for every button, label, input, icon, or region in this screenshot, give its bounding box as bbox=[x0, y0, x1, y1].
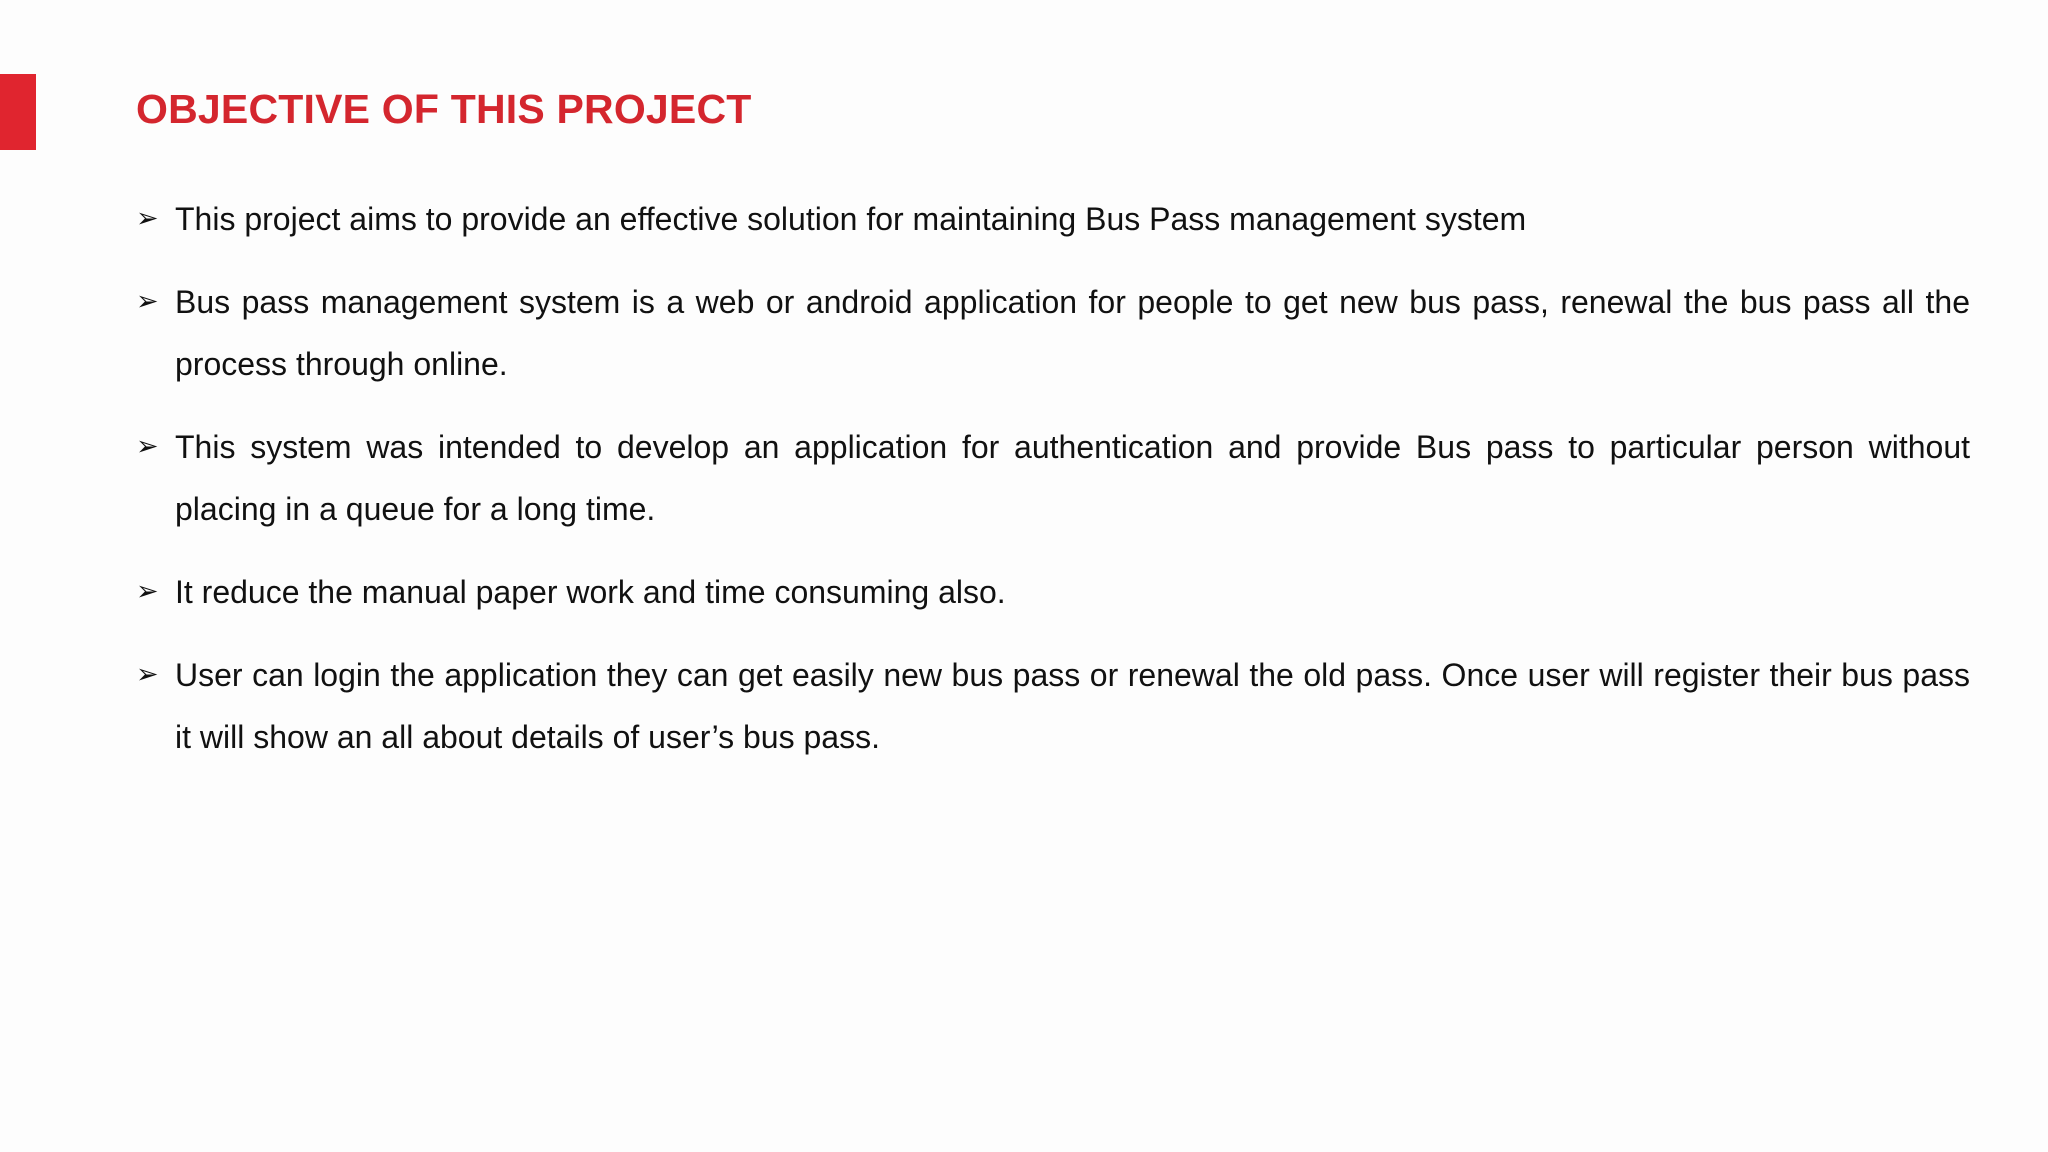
red-accent-bar bbox=[0, 74, 36, 150]
arrowhead-bullet-icon: ➢ bbox=[136, 659, 159, 690]
bullet-text: It reduce the manual paper work and time consuming also. bbox=[175, 574, 1006, 610]
arrowhead-bullet-icon: ➢ bbox=[136, 431, 159, 462]
bullet-text: This project aims to provide an effective solution for maintaining Bus Pass management system bbox=[175, 201, 1527, 237]
arrowhead-bullet-icon: ➢ bbox=[136, 576, 159, 607]
arrowhead-bullet-icon: ➢ bbox=[136, 286, 159, 317]
bullet-text: Bus pass management system is a web or android application for people to get new bus pass, renewal the bus pass all the process through online. bbox=[175, 284, 1970, 382]
bullet-text: User can login the application they can get easily new bus pass or renewal the old pass. Once user will register their bus pass it will show an all about details of user’s bus pass. bbox=[175, 657, 1970, 755]
objective-bullet-list bbox=[136, 188, 1970, 789]
arrowhead-bullet-icon: ➢ bbox=[136, 203, 159, 234]
bullet-item bbox=[136, 188, 1970, 250]
bullet-item bbox=[136, 271, 1970, 395]
bullet-item bbox=[136, 644, 1970, 768]
page-title: OBJECTIVE OF THIS PROJECT bbox=[136, 86, 752, 132]
bullet-text: This system was intended to develop an application for authentication and provide Bus pass to particular person without placing in a queue for a long time. bbox=[175, 429, 1970, 527]
bullet-item bbox=[136, 416, 1970, 540]
bullet-item bbox=[136, 561, 1970, 623]
